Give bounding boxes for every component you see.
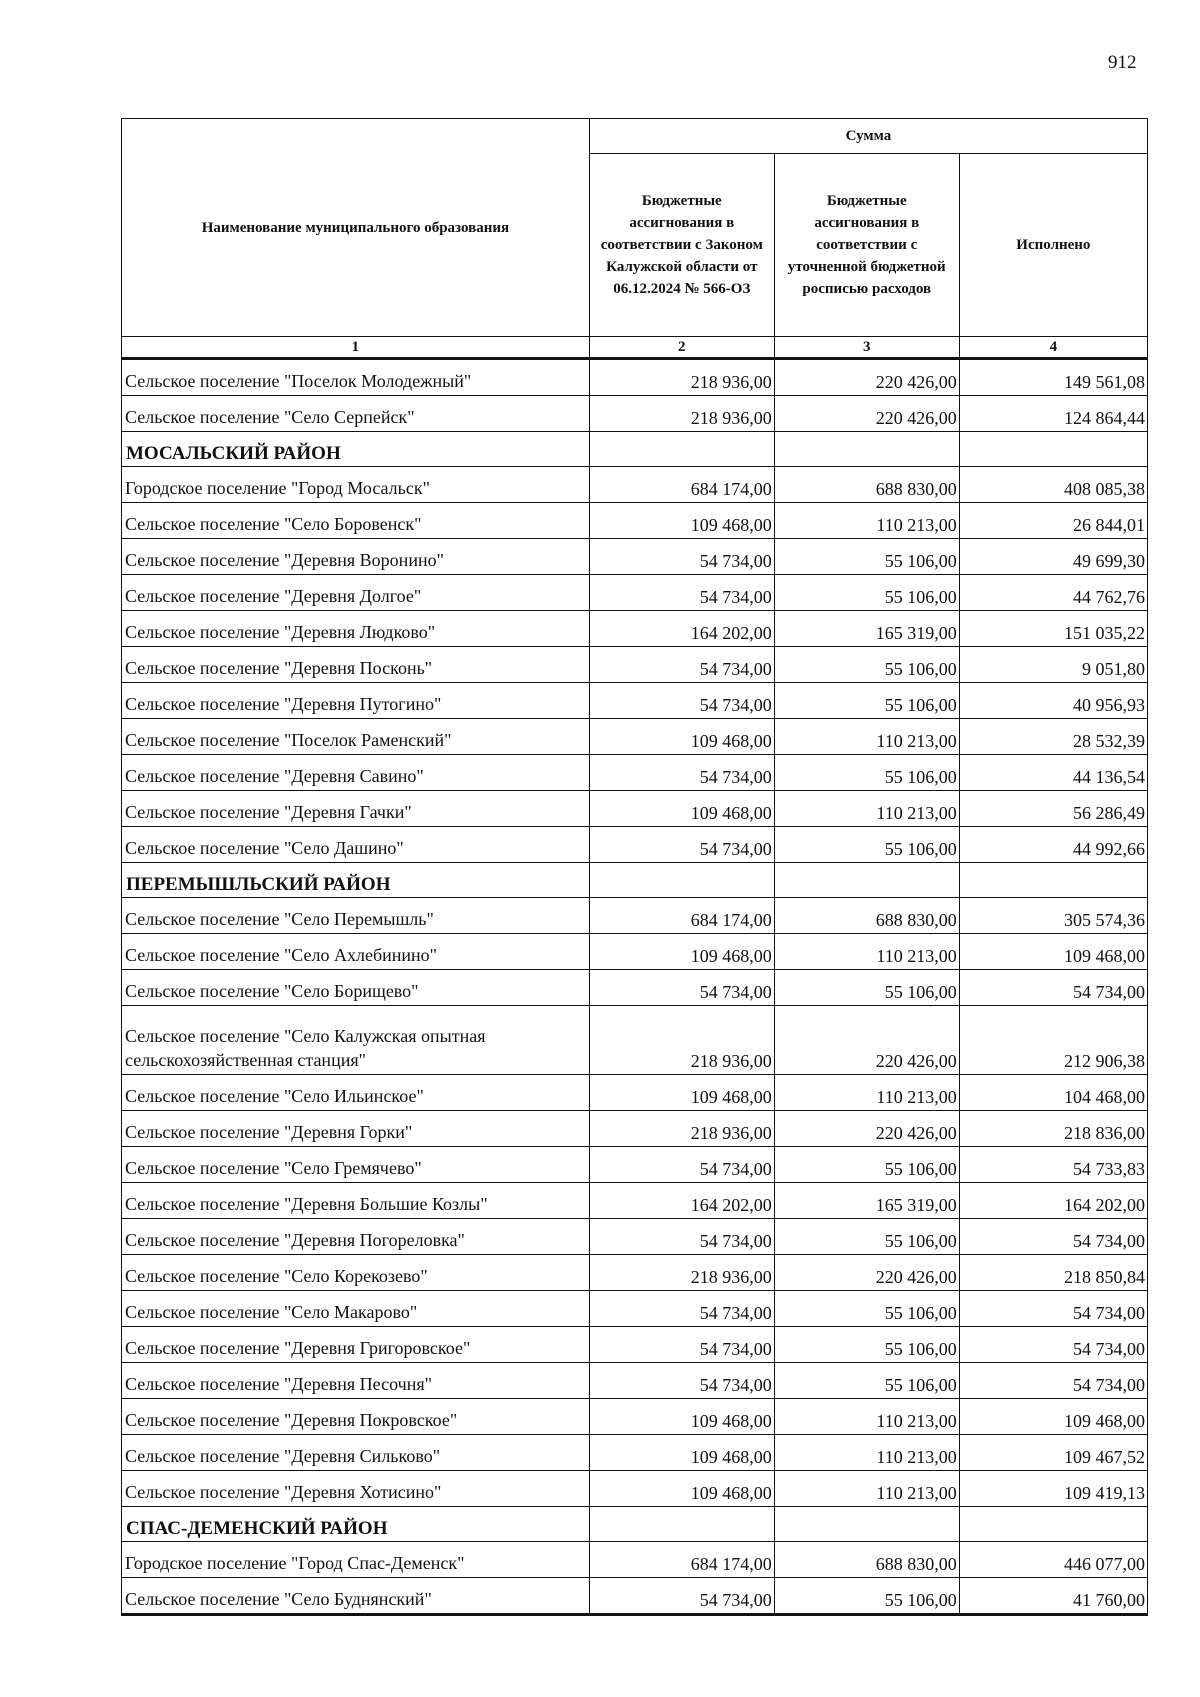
executed-value: 28 532,39: [959, 719, 1147, 755]
municipality-name: Сельское поселение "Деревня Сильково": [122, 1435, 590, 1471]
col-number-2: 2: [589, 337, 774, 359]
table-body: [122, 359, 1148, 1615]
col-number-4: 4: [959, 337, 1147, 359]
law-allocation-value: 218 936,00: [589, 359, 774, 396]
municipality-name: Сельское поселение "Деревня Людково": [122, 611, 590, 647]
law-allocation-value: 54 734,00: [589, 1327, 774, 1363]
budget-table: [121, 118, 1148, 1616]
table-row: [122, 1147, 1148, 1183]
municipality-name: Сельское поселение "Село Дашино": [122, 827, 590, 863]
empty-cell: [774, 432, 959, 467]
municipality-name: Сельское поселение "Село Ильинское": [122, 1075, 590, 1111]
table-row: [122, 970, 1148, 1006]
revised-allocation-value: 220 426,00: [774, 359, 959, 396]
law-allocation-value: 109 468,00: [589, 791, 774, 827]
table-row: [122, 1578, 1148, 1615]
revised-allocation-value: 55 106,00: [774, 755, 959, 791]
table-row: [122, 1435, 1148, 1471]
municipality-name: Сельское поселение "Село Боровенск": [122, 503, 590, 539]
revised-allocation-value: 165 319,00: [774, 1183, 959, 1219]
law-allocation-value: 109 468,00: [589, 934, 774, 970]
empty-cell: [589, 1507, 774, 1542]
revised-allocation-value: 220 426,00: [774, 1006, 959, 1075]
table-row: [122, 503, 1148, 539]
municipality-name: Сельское поселение "Деревня Покровское": [122, 1399, 590, 1435]
revised-allocation-value: 110 213,00: [774, 503, 959, 539]
municipality-name: Сельское поселение "Село Ахлебинино": [122, 934, 590, 970]
municipality-name: Сельское поселение "Деревня Песочня": [122, 1363, 590, 1399]
law-allocation-value: 684 174,00: [589, 1542, 774, 1578]
empty-cell: [959, 863, 1147, 898]
municipality-name: Сельское поселение "Поселок Раменский": [122, 719, 590, 755]
law-allocation-value: 684 174,00: [589, 467, 774, 503]
municipality-name: Сельское поселение "Село Перемышль": [122, 898, 590, 934]
law-allocation-value: 109 468,00: [589, 1471, 774, 1507]
law-allocation-value: 54 734,00: [589, 1578, 774, 1615]
executed-value: 54 733,83: [959, 1147, 1147, 1183]
revised-allocation-value: 110 213,00: [774, 1435, 959, 1471]
municipality-name: Сельское поселение "Село Калужская опытная сельскохозяйственная станция": [122, 1006, 590, 1075]
municipality-name: Сельское поселение "Село Гремячево": [122, 1147, 590, 1183]
revised-allocation-value: 110 213,00: [774, 1471, 959, 1507]
table-row: [122, 1111, 1148, 1147]
law-allocation-value: 109 468,00: [589, 1075, 774, 1111]
header-col3: Бюджетные ассигнования в соответствии с уточненной бюджетной росписью расходов: [774, 154, 959, 337]
section-title: ПЕРЕМЫШЛЬСКИЙ РАЙОН: [122, 863, 590, 898]
revised-allocation-value: 55 106,00: [774, 683, 959, 719]
executed-value: 44 992,66: [959, 827, 1147, 863]
table-row: [122, 1255, 1148, 1291]
executed-value: 56 286,49: [959, 791, 1147, 827]
law-allocation-value: 54 734,00: [589, 970, 774, 1006]
revised-allocation-value: 55 106,00: [774, 827, 959, 863]
revised-allocation-value: 110 213,00: [774, 791, 959, 827]
table-row: [122, 1542, 1148, 1578]
law-allocation-value: 218 936,00: [589, 396, 774, 432]
municipality-name: Сельское поселение "Село Серпейск": [122, 396, 590, 432]
law-allocation-value: 54 734,00: [589, 755, 774, 791]
municipality-name: Сельское поселение "Деревня Путогино": [122, 683, 590, 719]
executed-value: 164 202,00: [959, 1183, 1147, 1219]
law-allocation-value: 164 202,00: [589, 611, 774, 647]
executed-value: 124 864,44: [959, 396, 1147, 432]
revised-allocation-value: 220 426,00: [774, 1255, 959, 1291]
revised-allocation-value: 110 213,00: [774, 934, 959, 970]
executed-value: 109 468,00: [959, 1399, 1147, 1435]
revised-allocation-value: 165 319,00: [774, 611, 959, 647]
header-sum: Сумма: [589, 119, 1147, 154]
executed-value: 41 760,00: [959, 1578, 1147, 1615]
law-allocation-value: 54 734,00: [589, 539, 774, 575]
table-row: [122, 1006, 1148, 1075]
law-allocation-value: 109 468,00: [589, 719, 774, 755]
section-row: [122, 863, 1148, 898]
col-number-3: 3: [774, 337, 959, 359]
revised-allocation-value: 688 830,00: [774, 898, 959, 934]
empty-cell: [589, 863, 774, 898]
municipality-name: Сельское поселение "Село Борищево": [122, 970, 590, 1006]
law-allocation-value: 54 734,00: [589, 647, 774, 683]
municipality-name: Сельское поселение "Деревня Гачки": [122, 791, 590, 827]
law-allocation-value: 54 734,00: [589, 1363, 774, 1399]
law-allocation-value: 109 468,00: [589, 1435, 774, 1471]
law-allocation-value: 684 174,00: [589, 898, 774, 934]
section-title: МОСАЛЬСКИЙ РАЙОН: [122, 432, 590, 467]
revised-allocation-value: 55 106,00: [774, 1291, 959, 1327]
table-row: [122, 1363, 1148, 1399]
table-row: [122, 1471, 1148, 1507]
table-row: [122, 755, 1148, 791]
law-allocation-value: 218 936,00: [589, 1255, 774, 1291]
executed-value: 44 762,76: [959, 575, 1147, 611]
revised-allocation-value: 688 830,00: [774, 1542, 959, 1578]
municipality-name: Городское поселение "Город Спас-Деменск": [122, 1542, 590, 1578]
law-allocation-value: 54 734,00: [589, 683, 774, 719]
table-row: [122, 934, 1148, 970]
executed-value: 26 844,01: [959, 503, 1147, 539]
executed-value: 305 574,36: [959, 898, 1147, 934]
table-row: [122, 575, 1148, 611]
revised-allocation-value: 220 426,00: [774, 396, 959, 432]
law-allocation-value: 54 734,00: [589, 1219, 774, 1255]
revised-allocation-value: 55 106,00: [774, 539, 959, 575]
revised-allocation-value: 110 213,00: [774, 1075, 959, 1111]
table-row: [122, 791, 1148, 827]
empty-cell: [774, 863, 959, 898]
section-row: [122, 1507, 1148, 1542]
executed-value: 408 085,38: [959, 467, 1147, 503]
section-row: [122, 432, 1148, 467]
municipality-name: Сельское поселение "Деревня Посконь": [122, 647, 590, 683]
municipality-name: Сельское поселение "Село Макарово": [122, 1291, 590, 1327]
executed-value: 40 956,93: [959, 683, 1147, 719]
municipality-name: Сельское поселение "Поселок Молодежный": [122, 359, 590, 396]
revised-allocation-value: 220 426,00: [774, 1111, 959, 1147]
header-col4: Исполнено: [959, 154, 1147, 337]
col-number-1: 1: [122, 337, 590, 359]
page-number: 912: [1108, 52, 1137, 73]
empty-cell: [589, 432, 774, 467]
revised-allocation-value: 55 106,00: [774, 1327, 959, 1363]
header-name: Наименование муниципального образования: [122, 119, 590, 337]
revised-allocation-value: 110 213,00: [774, 719, 959, 755]
municipality-name: Сельское поселение "Село Буднянский": [122, 1578, 590, 1615]
law-allocation-value: 54 734,00: [589, 827, 774, 863]
municipality-name: Сельское поселение "Деревня Горки": [122, 1111, 590, 1147]
executed-value: 49 699,30: [959, 539, 1147, 575]
executed-value: 149 561,08: [959, 359, 1147, 396]
municipality-name: Сельское поселение "Деревня Савино": [122, 755, 590, 791]
table-row: [122, 647, 1148, 683]
municipality-name: Сельское поселение "Деревня Воронино": [122, 539, 590, 575]
empty-cell: [774, 1507, 959, 1542]
municipality-name: Сельское поселение "Деревня Григоровское": [122, 1327, 590, 1363]
municipality-name: Сельское поселение "Село Корекозево": [122, 1255, 590, 1291]
table-row: [122, 1183, 1148, 1219]
executed-value: 446 077,00: [959, 1542, 1147, 1578]
revised-allocation-value: 55 106,00: [774, 1147, 959, 1183]
executed-value: 54 734,00: [959, 1363, 1147, 1399]
law-allocation-value: 164 202,00: [589, 1183, 774, 1219]
table-row: [122, 898, 1148, 934]
law-allocation-value: 54 734,00: [589, 1147, 774, 1183]
empty-cell: [959, 432, 1147, 467]
section-title: СПАС-ДЕМЕНСКИЙ РАЙОН: [122, 1507, 590, 1542]
executed-value: 54 734,00: [959, 970, 1147, 1006]
municipality-name: Сельское поселение "Деревня Большие Козлы": [122, 1183, 590, 1219]
executed-value: 109 467,52: [959, 1435, 1147, 1471]
table-row: [122, 719, 1148, 755]
revised-allocation-value: 55 106,00: [774, 970, 959, 1006]
executed-value: 218 850,84: [959, 1255, 1147, 1291]
revised-allocation-value: 55 106,00: [774, 647, 959, 683]
table-row: [122, 359, 1148, 396]
table-row: [122, 1075, 1148, 1111]
municipality-name: Сельское поселение "Деревня Долгое": [122, 575, 590, 611]
law-allocation-value: 54 734,00: [589, 575, 774, 611]
executed-value: 54 734,00: [959, 1219, 1147, 1255]
law-allocation-value: 218 936,00: [589, 1111, 774, 1147]
executed-value: 44 136,54: [959, 755, 1147, 791]
municipality-name: Сельское поселение "Деревня Погореловка": [122, 1219, 590, 1255]
municipality-name: Сельское поселение "Деревня Хотисино": [122, 1471, 590, 1507]
law-allocation-value: 54 734,00: [589, 1291, 774, 1327]
table-row: [122, 467, 1148, 503]
municipality-name: Городское поселение "Город Мосальск": [122, 467, 590, 503]
table-row: [122, 827, 1148, 863]
revised-allocation-value: 55 106,00: [774, 575, 959, 611]
table-row: [122, 396, 1148, 432]
table-row: [122, 1219, 1148, 1255]
revised-allocation-value: 55 106,00: [774, 1363, 959, 1399]
revised-allocation-value: 110 213,00: [774, 1399, 959, 1435]
table-row: [122, 683, 1148, 719]
executed-value: 151 035,22: [959, 611, 1147, 647]
executed-value: 218 836,00: [959, 1111, 1147, 1147]
law-allocation-value: 109 468,00: [589, 1399, 774, 1435]
executed-value: 54 734,00: [959, 1327, 1147, 1363]
table-row: [122, 1291, 1148, 1327]
revised-allocation-value: 55 106,00: [774, 1578, 959, 1615]
executed-value: 104 468,00: [959, 1075, 1147, 1111]
header-col2: Бюджетные ассигнования в соответствии с Законом Калужской области от 06.12.2024 № 566-ОЗ: [589, 154, 774, 337]
executed-value: 9 051,80: [959, 647, 1147, 683]
table-row: [122, 611, 1148, 647]
executed-value: 212 906,38: [959, 1006, 1147, 1075]
empty-cell: [959, 1507, 1147, 1542]
law-allocation-value: 218 936,00: [589, 1006, 774, 1075]
law-allocation-value: 109 468,00: [589, 503, 774, 539]
executed-value: 109 468,00: [959, 934, 1147, 970]
revised-allocation-value: 688 830,00: [774, 467, 959, 503]
table-row: [122, 1399, 1148, 1435]
executed-value: 109 419,13: [959, 1471, 1147, 1507]
table-row: [122, 1327, 1148, 1363]
revised-allocation-value: 55 106,00: [774, 1219, 959, 1255]
table-row: [122, 539, 1148, 575]
executed-value: 54 734,00: [959, 1291, 1147, 1327]
